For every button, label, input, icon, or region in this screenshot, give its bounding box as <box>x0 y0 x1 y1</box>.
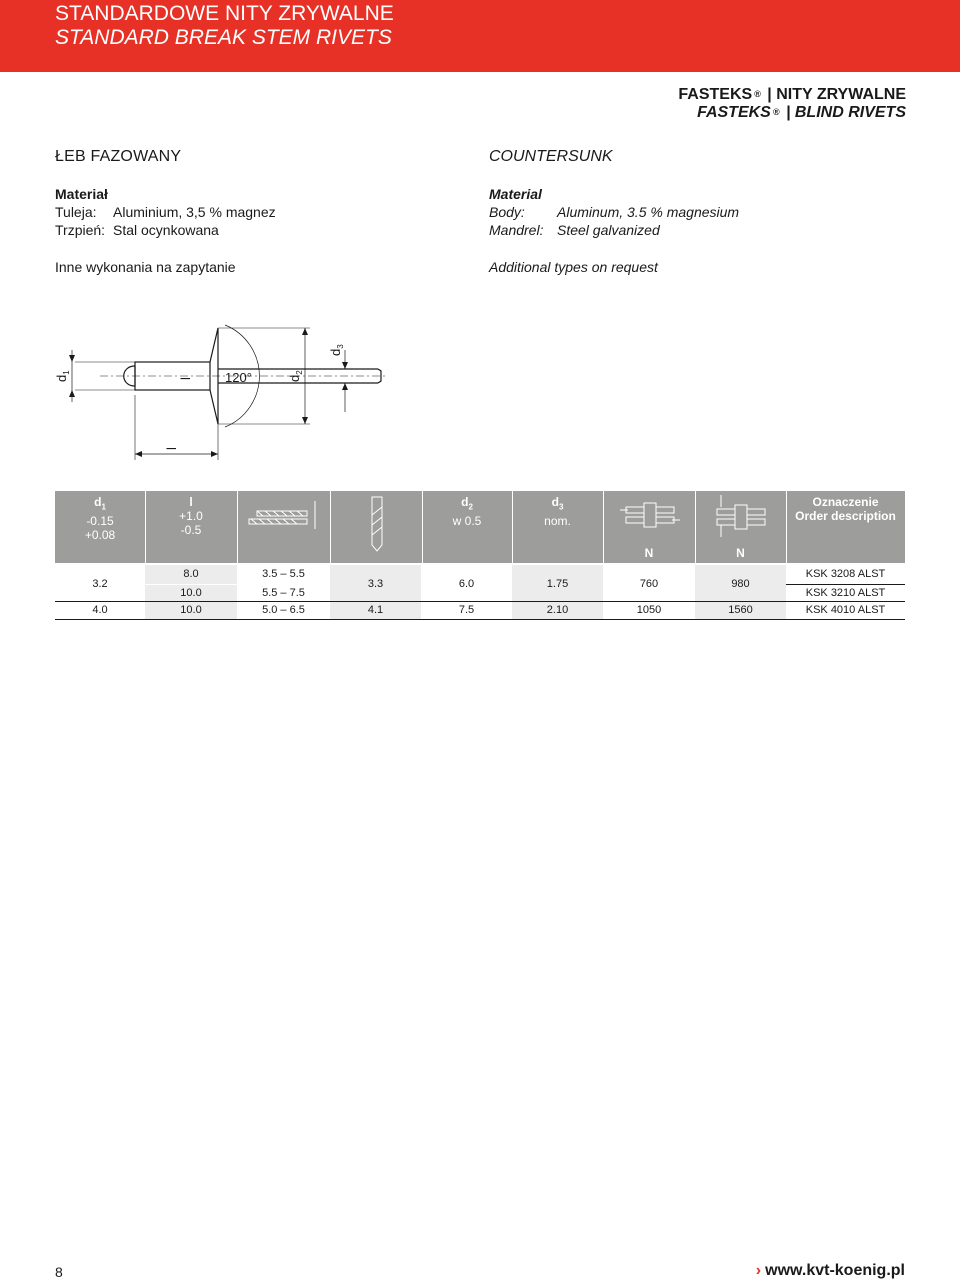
cell-order-code: KSK 3210 ALST <box>805 587 886 599</box>
table-bottom-rule <box>55 619 905 620</box>
header-d3: $d_3$ nom. <box>544 495 571 529</box>
rivet-drawing <box>40 320 400 470</box>
column-divider <box>330 491 331 563</box>
header-order-description: Oznaczenie Order description <box>795 495 896 523</box>
cell-length: 10.0 <box>180 587 202 599</box>
row-divider <box>55 601 905 602</box>
tensile-strength-icon <box>711 493 771 537</box>
header-d1: $d_1$ -0.15 +0.08 <box>84 495 116 543</box>
material-title-pl: Materiał <box>55 186 108 202</box>
row-divider <box>145 584 330 585</box>
sleeve-label: Tuleja: <box>55 204 97 220</box>
cell-shear: 1050 <box>636 604 662 616</box>
cell-drill: 4.1 <box>367 604 384 616</box>
cell-grip: 5.0 – 6.5 <box>262 604 305 616</box>
body-value: Aluminum, 3.5 % magnesium <box>557 204 740 220</box>
chevron-right-icon: › <box>755 1262 762 1279</box>
header-d2: $d_2$ w 0.5 <box>452 495 482 529</box>
table-header <box>55 491 905 563</box>
note-en: Additional types on request <box>489 259 658 275</box>
label-d1: $d_1$ <box>54 370 71 382</box>
sleeve-value: Aluminium, 3,5 % magnez <box>113 204 276 220</box>
grip-range-icon <box>245 497 325 531</box>
cell-grip: 5.5 – 7.5 <box>262 587 305 599</box>
drill-bit-icon <box>367 495 387 553</box>
brand-category-en: | BLIND RIVETS <box>785 104 906 121</box>
cell-tensile: 1560 <box>728 604 753 616</box>
cell-length: 8.0 <box>183 568 199 580</box>
material-row-mandrel-en <box>489 222 660 238</box>
mandrel-label-en: Mandrel: <box>489 222 544 238</box>
cell-d2: 7.5 <box>458 604 475 616</box>
shear-strength-icon <box>620 497 680 537</box>
cell-d2: 6.0 <box>458 578 475 590</box>
cell-drill: 3.3 <box>367 578 384 590</box>
cell-order-code: KSK 3208 ALST <box>805 568 886 580</box>
note-pl: Inne wykonania na zapytanie <box>55 259 236 275</box>
material-row-body <box>489 204 739 220</box>
brand-name: FASTEKS <box>678 86 753 103</box>
brand-category-pl: | NITY ZRYWALNE <box>767 86 906 103</box>
banner-title-en: STANDARD BREAK STEM RIVETS <box>55 26 392 49</box>
label-angle: 120° <box>225 370 252 385</box>
cell-shear: 760 <box>639 578 659 590</box>
website-url: www.kvt-koenig.pl <box>765 1262 905 1279</box>
cell-grip: 3.5 – 5.5 <box>262 568 305 580</box>
banner-title-pl: STANDARDOWE NITY ZRYWALNE <box>55 2 394 25</box>
header-tensile-unit: N <box>736 546 745 560</box>
page-number: 8 <box>55 1264 63 1280</box>
brand-line-pl <box>678 86 906 104</box>
material-row-sleeve <box>55 204 276 220</box>
cell-order-code: KSK 4010 ALST <box>805 604 886 616</box>
brand-line-en <box>697 104 906 122</box>
row-divider <box>786 584 905 585</box>
label-l-inner: l <box>178 377 193 380</box>
cell-d3: 2.10 <box>546 604 569 616</box>
mandrel-value-pl: Stal ocynkowana <box>113 222 219 238</box>
mandrel-label-pl: Trzpień: <box>55 222 106 238</box>
header-shear-unit: N <box>644 546 654 560</box>
website-link[interactable] <box>756 1262 905 1280</box>
column-divider <box>237 491 238 563</box>
label-l-bottom: l <box>164 447 179 450</box>
body-label: Body: <box>489 204 525 220</box>
label-d3: $d_3$ <box>328 344 345 356</box>
heading-en: COUNTERSUNK <box>489 148 613 165</box>
header-banner <box>0 0 960 72</box>
material-row-mandrel-pl <box>55 222 219 238</box>
brand-name: FASTEKS <box>697 104 771 121</box>
cell-d1: 4.0 <box>92 604 108 616</box>
cell-d1: 3.2 <box>92 578 108 590</box>
registered-mark: ® <box>754 89 761 99</box>
label-d2: $d_2$ <box>287 370 304 382</box>
header-length: l +1.0 -0.5 <box>179 495 203 537</box>
registered-mark: ® <box>772 107 780 117</box>
cell-d3: 1.75 <box>546 578 569 590</box>
mandrel-value-en: Steel galvanized <box>557 222 660 238</box>
material-title-en: Material <box>489 186 542 202</box>
heading-pl: ŁEB FAZOWANY <box>55 148 182 165</box>
cell-tensile: 980 <box>731 578 750 590</box>
cell-length: 10.0 <box>180 604 202 616</box>
